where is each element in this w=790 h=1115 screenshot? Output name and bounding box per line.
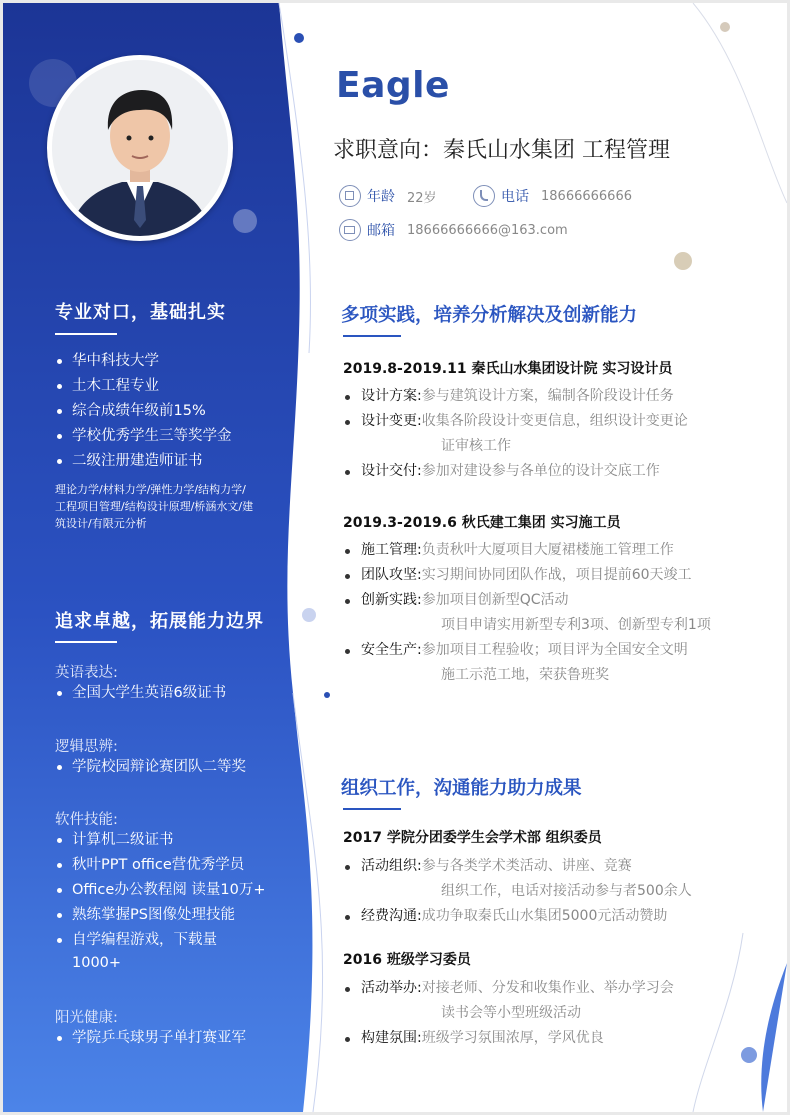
item-value: 实习期间协同团队作战，项目提前60天竣工 (421, 567, 692, 583)
item-key: 安全生产: (361, 642, 422, 658)
edu-title-underline (55, 333, 117, 335)
list-item: 全国大学生英语6级证书 (55, 681, 226, 706)
list-item: 学校优秀学生三等奖学金 (55, 424, 232, 449)
list-item (343, 854, 632, 879)
item-key: 创新实践: (361, 592, 422, 608)
item-value: 组织工作，电话对接活动参与者500余人 (441, 883, 692, 899)
software-label: 软件技能: (55, 812, 118, 828)
list-item (343, 976, 674, 1001)
english-list (55, 681, 226, 706)
mail-icon (339, 219, 361, 241)
list-item (343, 538, 674, 563)
item-key: 团队攻坚: (361, 567, 422, 583)
item-value: 班级学习氛围浓厚，学风优良 (421, 1030, 604, 1046)
item-continuation (441, 434, 511, 459)
item-continuation (441, 613, 711, 638)
email-value: 18666666666@163.com (407, 222, 568, 238)
logic-label: 逻辑思辨: (55, 739, 118, 755)
id-card-icon (339, 185, 361, 207)
phone-info (473, 185, 632, 207)
courses-text: 理论力学/材料力学/弹性力学/结构力学/工程项目管理/结构设计原理/桥涵水文/建筑设计/有限元分析 (55, 483, 254, 530)
item-value: 证审核工作 (441, 438, 511, 454)
item-value: 对接老师、分发和收集作业、举办学习会 (421, 980, 674, 996)
list-item: 二级注册建造师证书 (55, 449, 232, 474)
item-key: 设计交付: (361, 463, 422, 479)
item-continuation (441, 663, 609, 688)
job-heading: 2017 学院分团委学生会学术部 组织委员 (343, 830, 602, 846)
item-value: 参与建筑设计方案，编制各阶段设计任务 (421, 388, 674, 404)
health-label: 阳光健康: (55, 1010, 118, 1026)
list-item: 熟练掌握PS图像处理技能 (55, 903, 266, 928)
item-value: 收集各阶段设计变更信息，组织设计变更论 (421, 413, 688, 429)
item-value: 成功争取秦氏山水集团5000元活动赞助 (421, 908, 668, 924)
practice-title-underline (343, 335, 401, 337)
item-key: 设计变更: (361, 413, 422, 429)
list-item: 土木工程专业 (55, 374, 232, 399)
item-key: 施工管理: (361, 542, 422, 558)
item-value: 参加项目工程验收；项目评为全国安全文明 (421, 642, 688, 658)
email-info (339, 219, 568, 241)
list-item (343, 563, 692, 588)
item-key: 设计方案: (361, 388, 422, 404)
health-list (55, 1026, 246, 1051)
logic-list (55, 755, 246, 780)
english-label: 英语表达: (55, 665, 118, 681)
item-key: 构建氛围: (361, 1030, 422, 1046)
item-key: 经费沟通: (361, 908, 422, 924)
list-item: 计算机二级证书 (55, 828, 266, 853)
item-value: 参加对建设参与各单位的设计交底工作 (421, 463, 660, 479)
item-key: 活动组织: (361, 858, 422, 874)
list-item: 华中科技大学 (55, 349, 232, 374)
sidebar (3, 3, 303, 1112)
age-label: 年龄 (367, 189, 395, 205)
list-item (343, 638, 688, 663)
item-value: 施工示范工地，荣获鲁班奖 (441, 667, 609, 683)
edu-list (55, 349, 232, 474)
item-key: 活动举办: (361, 980, 422, 996)
list-item: Office办公教程阅 读量10万+ (55, 878, 266, 903)
item-value: 读书会等小型班级活动 (441, 1005, 581, 1021)
list-item: 学院校园辩论赛团队二等奖 (55, 755, 246, 780)
list-item (343, 904, 667, 929)
software-continuation: 1000+ (72, 955, 122, 971)
item-continuation (441, 1001, 581, 1026)
age-value: 22岁 (407, 190, 437, 206)
age-info (339, 185, 437, 207)
org-title-underline (343, 808, 401, 810)
org-section-title: 组织工作，沟通能力助力成果 (341, 778, 582, 799)
profile-photo (47, 55, 233, 241)
skills-title-underline (55, 641, 117, 643)
item-value: 负责秋叶大厦项目大厦裙楼施工管理工作 (421, 542, 674, 558)
person-avatar-icon (52, 60, 228, 236)
skills-section-title: 追求卓越，拓展能力边界 (55, 611, 264, 632)
job-heading: 2019.3-2019.6 秋氏建工集团 实习施工员 (343, 515, 621, 531)
item-value: 参加项目创新型QC活动 (421, 592, 569, 608)
list-item: 自学编程游戏，下载量 (55, 928, 266, 953)
job-heading: 2019.8-2019.11 秦氏山水集团设计院 实习设计员 (343, 361, 673, 377)
list-item: 秋叶PPT office营优秀学员 (55, 853, 266, 878)
resume-page (3, 3, 787, 1112)
software-list (55, 828, 266, 953)
list-item: 综合成绩年级前15% (55, 399, 232, 424)
list-item (343, 588, 569, 613)
email-label: 邮箱 (367, 223, 395, 239)
job-heading: 2016 班级学习委员 (343, 952, 471, 968)
list-item: 学院乒乓球男子单打赛亚军 (55, 1026, 246, 1051)
item-value: 项目申请实用新型专利3项、创新型专利1项 (441, 617, 711, 633)
edu-section-title: 专业对口，基础扎实 (55, 302, 226, 323)
list-item (343, 459, 660, 484)
list-item (343, 409, 688, 434)
candidate-name: Eagle (336, 65, 450, 106)
list-item (343, 1026, 604, 1051)
phone-label: 电话 (501, 189, 529, 205)
item-continuation (441, 879, 692, 904)
phone-value: 18666666666 (541, 188, 632, 204)
list-item (343, 384, 674, 409)
phone-icon (473, 185, 495, 207)
practice-section-title: 多项实践，培养分析解决及创新能力 (341, 305, 638, 326)
job-intent: 求职意向：秦氏山水集团 工程管理 (333, 138, 670, 163)
item-value: 参与各类学术类活动、讲座、竞赛 (421, 858, 632, 874)
